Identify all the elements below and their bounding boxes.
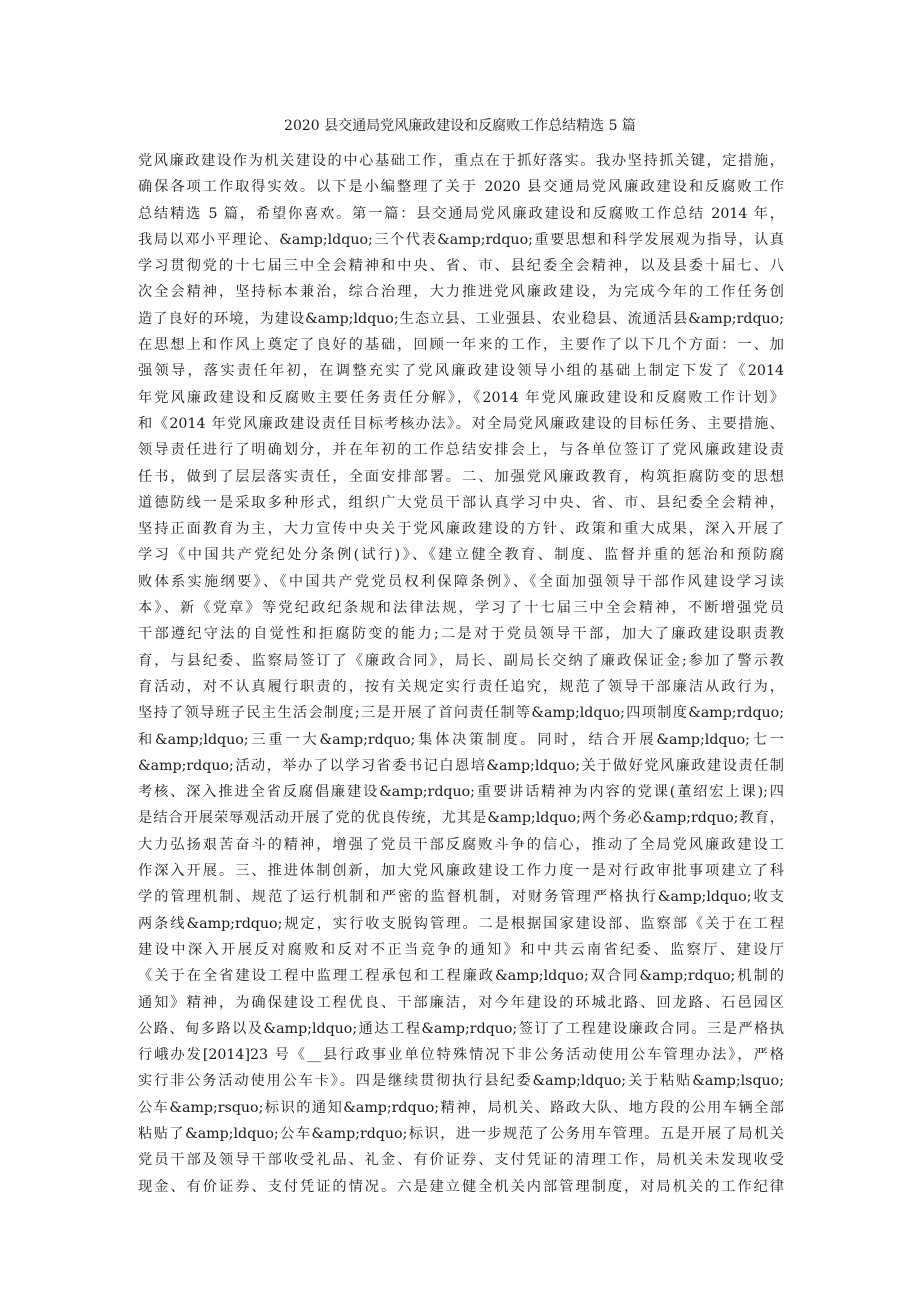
body-line: 考核、深入推进全省反腐倡廉建设&amp;rdquo;重要讲话精神为内容的党课(董绍宏上课);四 <box>138 784 784 801</box>
body-line: 公路、甸多路以及&amp;ldquo;通达工程&amp;rdquo;签订了工程建设廉政合同。三是严格执 <box>138 1020 784 1037</box>
body-line: 造了良好的环境，为建设&amp;ldquo;生态立县、工业强县、农业稳县、流通活县&amp;rdquo; <box>138 310 784 327</box>
body-line: 公车&amp;rsquo;标识的通知&amp;rdquo;精神，局机关、路政大队、地方段的公用车辆全部 <box>138 1099 784 1116</box>
body-line: 总结精选 5 篇，希望你喜欢。第一篇：县交通局党风廉政建设和反腐败工作总结 2014 年， <box>138 205 784 222</box>
body-line: 粘贴了&amp;ldquo;公车&amp;rdquo;标识，进一步规范了公务用车管理。五是开展了局机关 <box>138 1125 784 1142</box>
document-body <box>138 148 784 1200</box>
body-line: 现金、有价证券、支付凭证的情况。六是建立健全机关内部管理制度，对局机关的工作纪律 <box>138 1178 784 1195</box>
body-line: 学习《中国共产党纪处分条例(试行)》、《建立健全教育、制度、监督并重的惩治和预防腐 <box>138 547 784 564</box>
body-line: 育，与县纪委、监察局签订了《廉政合同》，局长、副局长交纳了廉政保证金;参加了警示教 <box>138 652 784 669</box>
body-line: 本》、新《党章》等党纪政纪条规和法律法规，学习了十七届三中全会精神，不断增强党员 <box>138 600 784 617</box>
body-line: 年党风廉政建设和反腐败主要任务责任分解》，《2014 年党风廉政建设和反腐败工作计划》 <box>138 389 784 406</box>
body-line: 和&amp;ldquo;三重一大&amp;rdquo;集体决策制度。同时，结合开展&amp;ldquo;七一 <box>138 731 784 748</box>
body-line: 党风廉政建设作为机关建设的中心基础工作，重点在于抓好落实。我办坚持抓关键，定措施， <box>138 153 784 169</box>
body-line: 败体系实施纲要》、《中国共产党党员权利保障条例》、《全面加强领导干部作风建设学习读 <box>138 573 784 590</box>
body-line: 学的管理机制、规范了运行机制和严密的监督机制，对财务管理严格执行&amp;ldquo;收支 <box>138 889 784 906</box>
body-line: 党员干部及领导干部收受礼品、礼金、有价证券、支付凭证的清理工作，局机关未发现收受 <box>138 1152 784 1169</box>
body-line: 我局以邓小平理论、&amp;ldquo;三个代表&amp;rdquo;重要思想和科学发展观为指导，认真 <box>138 231 784 248</box>
body-line: 学习贯彻党的十七届三中全会精神和中央、省、市、县纪委全会精神，以及县委十届七、八 <box>138 258 784 275</box>
body-line: 通知》精神，为确保建设工程优良、干部廉洁，对今年建设的环城北路、回龙路、石邑园区 <box>138 994 784 1011</box>
body-line: 和《2014 年党风廉政建设责任目标考核办法》。对全局党风廉政建设的目标任务、主要措施、 <box>138 415 784 432</box>
body-line: 两条线&amp;rdquo;规定，实行收支脱钩管理。二是根据国家建设部、监察部《关于在工程 <box>138 915 784 932</box>
body-line: 领导责任进行了明确划分，并在年初的工作总结安排会上，与各单位签订了党风廉政建设责 <box>138 442 784 459</box>
body-line: 坚持了领导班子民主生活会制度;三是开展了首问责任制等&amp;ldquo;四项制度&amp;rdquo; <box>138 705 784 722</box>
body-line: 坚持正面教育为主，大力宣传中央关于党风廉政建设的方针、政策和重大成果，深入开展了 <box>138 521 784 538</box>
body-line: 建设中深入开展反对腐败和反对不正当竞争的通知》和中共云南省纪委、监察厅、建设厅 <box>138 941 784 958</box>
body-line: 在思想上和作风上奠定了良好的基础，回顾一年来的工作，主要作了以下几个方面：一、加 <box>138 337 784 354</box>
body-line: 道德防线一是采取多种形式，组织广大党员干部认真学习中央、省、市、县纪委全会精神， <box>138 494 784 511</box>
body-line: 大力弘扬艰苦奋斗的精神，增强了党员干部反腐败斗争的信心，推动了全局党风廉政建设工 <box>138 836 784 853</box>
document-title: 2020 县交通局党风廉政建设和反腐败工作总结精选 5 篇 <box>284 118 636 134</box>
body-line: 确保各项工作取得实效。以下是小编整理了关于 2020 县交通局党风廉政建设和反腐败工作 <box>138 179 784 196</box>
body-line: 育活动，对不认真履行职责的，按有关规定实行责任追究，规范了领导干部廉洁从政行为， <box>138 678 784 695</box>
body-line: &amp;rdquo;活动，举办了以学习省委书记白恩培&amp;ldquo;关于做好党风廉政建设责任制 <box>138 757 784 774</box>
body-line: 实行非公务活动使用公车卡》。四是继续贯彻执行县纪委&amp;ldquo;关于粘贴&amp;lsquo; <box>138 1073 784 1090</box>
body-line: 作深入开展。三、推进体制创新，加大党风廉政建设工作力度一是对行政审批事项建立了科 <box>138 863 784 880</box>
body-line: 行峨办发[2014]23 号《__县行政事业单位特殊情况下非公务活动使用公车管理办法》，严格 <box>138 1047 784 1064</box>
body-line: 强领导，落实责任年初，在调整充实了党风廉政建设领导小组的基础上制定下发了《2014 <box>138 363 784 380</box>
body-line: 次全会精神，坚持标本兼治，综合治理，大力推进党风廉政建设，为完成今年的工作任务创 <box>138 284 784 301</box>
body-line: 任书，做到了层层落实责任，全面安排部署。二、加强党风廉政教育，构筑拒腐防变的思想 <box>138 468 784 485</box>
body-line: 干部遵纪守法的自觉性和拒腐防变的能力;二是对于党员领导干部，加大了廉政建设职责教 <box>138 626 784 643</box>
body-line: 是结合开展荣辱观活动开展了党的优良传统，尤其是&amp;ldquo;两个务必&amp;rdquo;教育， <box>138 810 784 827</box>
body-line: 《关于在全省建设工程中监理工程承包和工程廉政&amp;ldquo;双合同&amp;rdquo;机制的 <box>138 968 784 985</box>
